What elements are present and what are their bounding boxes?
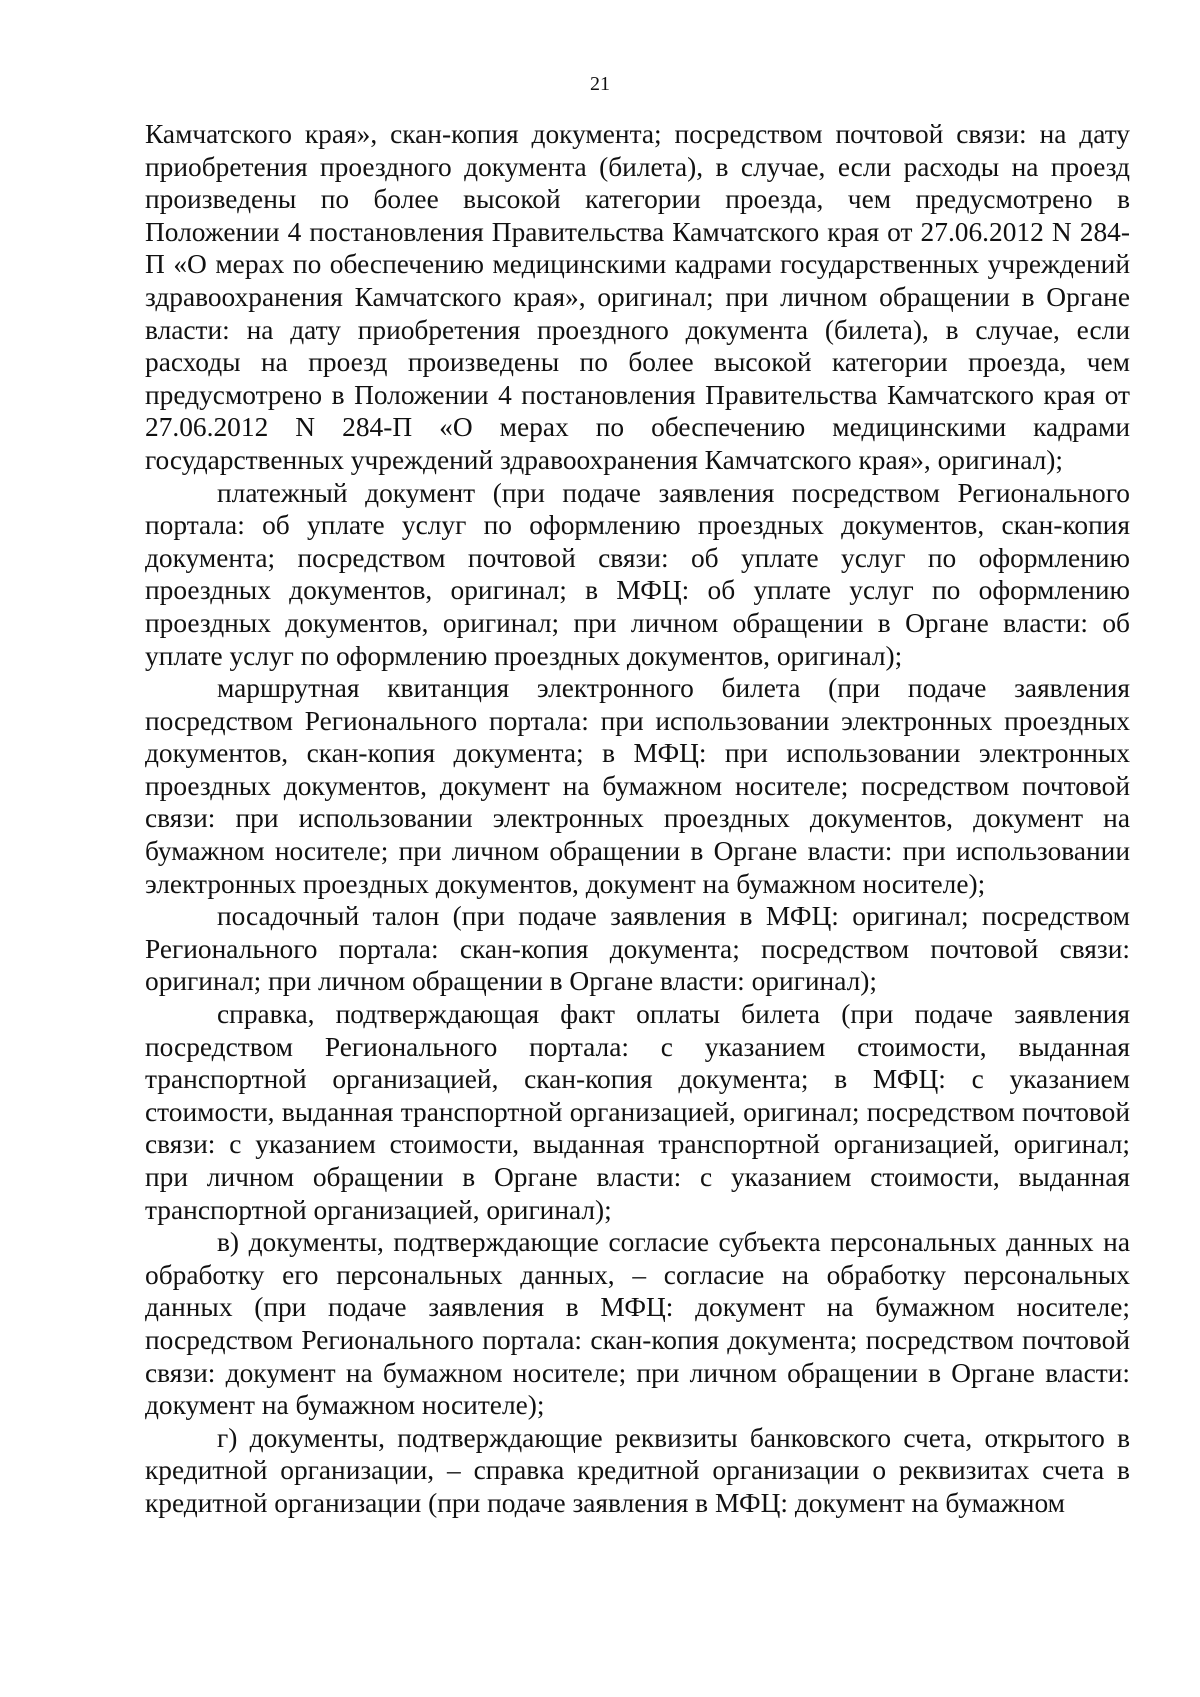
paragraph-1: Камчатского края», скан-копия документа; посредством почтовой связи: на дату приобретения проездного документа (билета), в случае, если расходы на проезд произведены по более высокой категории проезда, чем предусмотрено в Положении 4 постановления Правительства Камчатского края от 27.06.2012 N 284-П «О мерах по обеспечению медицинскими кадрами государственных учреждений здравоохранения Камчатского края», оригинал; при личном обращении в Органе власти: на дату приобретения проездного документа (билета), в случае, если расходы на проезд произведены по более высокой категории проезда, чем предусмотрено в Положении 4 постановления Правительства Камчатского края от 27.06.2012 N 284-П «О мерах по обеспечению медицинскими кадрами государственных учреждений здравоохранения Камчатского края», оригинал); xyxy=(145,119,1130,475)
paragraph-6: в) документы, подтверждающие согласие субъекта персональных данных на обработку его персональных данных, – согласие на обработку персональных данных (при подаче заявления в МФЦ: документ на бумажном носителе; посредством Регионального портала: скан-копия документа; посредством почтовой связи: документ на бумажном носителе; при личном обращении в Органе власти: документ на бумажном носителе); xyxy=(145,1227,1130,1421)
paragraph-7: г) документы, подтверждающие реквизиты банковского счета, открытого в кредитной организации, – справка кредитной организации о реквизитах счета в кредитной организации (при подаче заявления в МФЦ: документ на бумажном xyxy=(145,1422,1130,1518)
paragraph-3: маршрутная квитанция электронного билета (при подаче заявления посредством Регионального портала: при использовании электронных проездных документов, скан-копия документа; в МФЦ: при использовании электронных проездных документов, документ на бумажном носителе; посредством почтовой связи: при использовании электронных проездных документов, документ на бумажном носителе; при личном обращении в Органе власти: при использовании электронных проездных документов, документ на бумажном носителе); xyxy=(145,673,1130,899)
document-body xyxy=(145,118,1130,1520)
paragraph-5: справка, подтверждающая факт оплаты билета (при подаче заявления посредством Регионального портала: с указанием стоимости, выданная транспортной организацией, скан-копия документа; в МФЦ: с указанием стоимости, выданная транспортной организацией, оригинал; посредством почтовой связи: с указанием стоимости, выданная транспортной организацией, оригинал; при личном обращении в Органе власти: с указанием стоимости, выданная транспортной организацией, оригинал); xyxy=(145,999,1130,1225)
paragraph-2: платежный документ (при подаче заявления посредством Регионального портала: об уплате услуг по оформлению проездных документов, скан-копия документа; посредством почтовой связи: об уплате услуг по оформлению проездных документов, оригинал; в МФЦ: об уплате услуг по оформлению проездных документов, оригинал; при личном обращении в Органе власти: об уплате услуг по оформлению проездных документов, оригинал); xyxy=(145,477,1130,671)
paragraph-4: посадочный талон (при подаче заявления в МФЦ: оригинал; посредством Регионального портала: скан-копия документа; посредством почтовой связи: оригинал; при личном обращении в Органе власти: оригинал); xyxy=(145,901,1130,997)
page-number: 21 xyxy=(590,73,610,95)
